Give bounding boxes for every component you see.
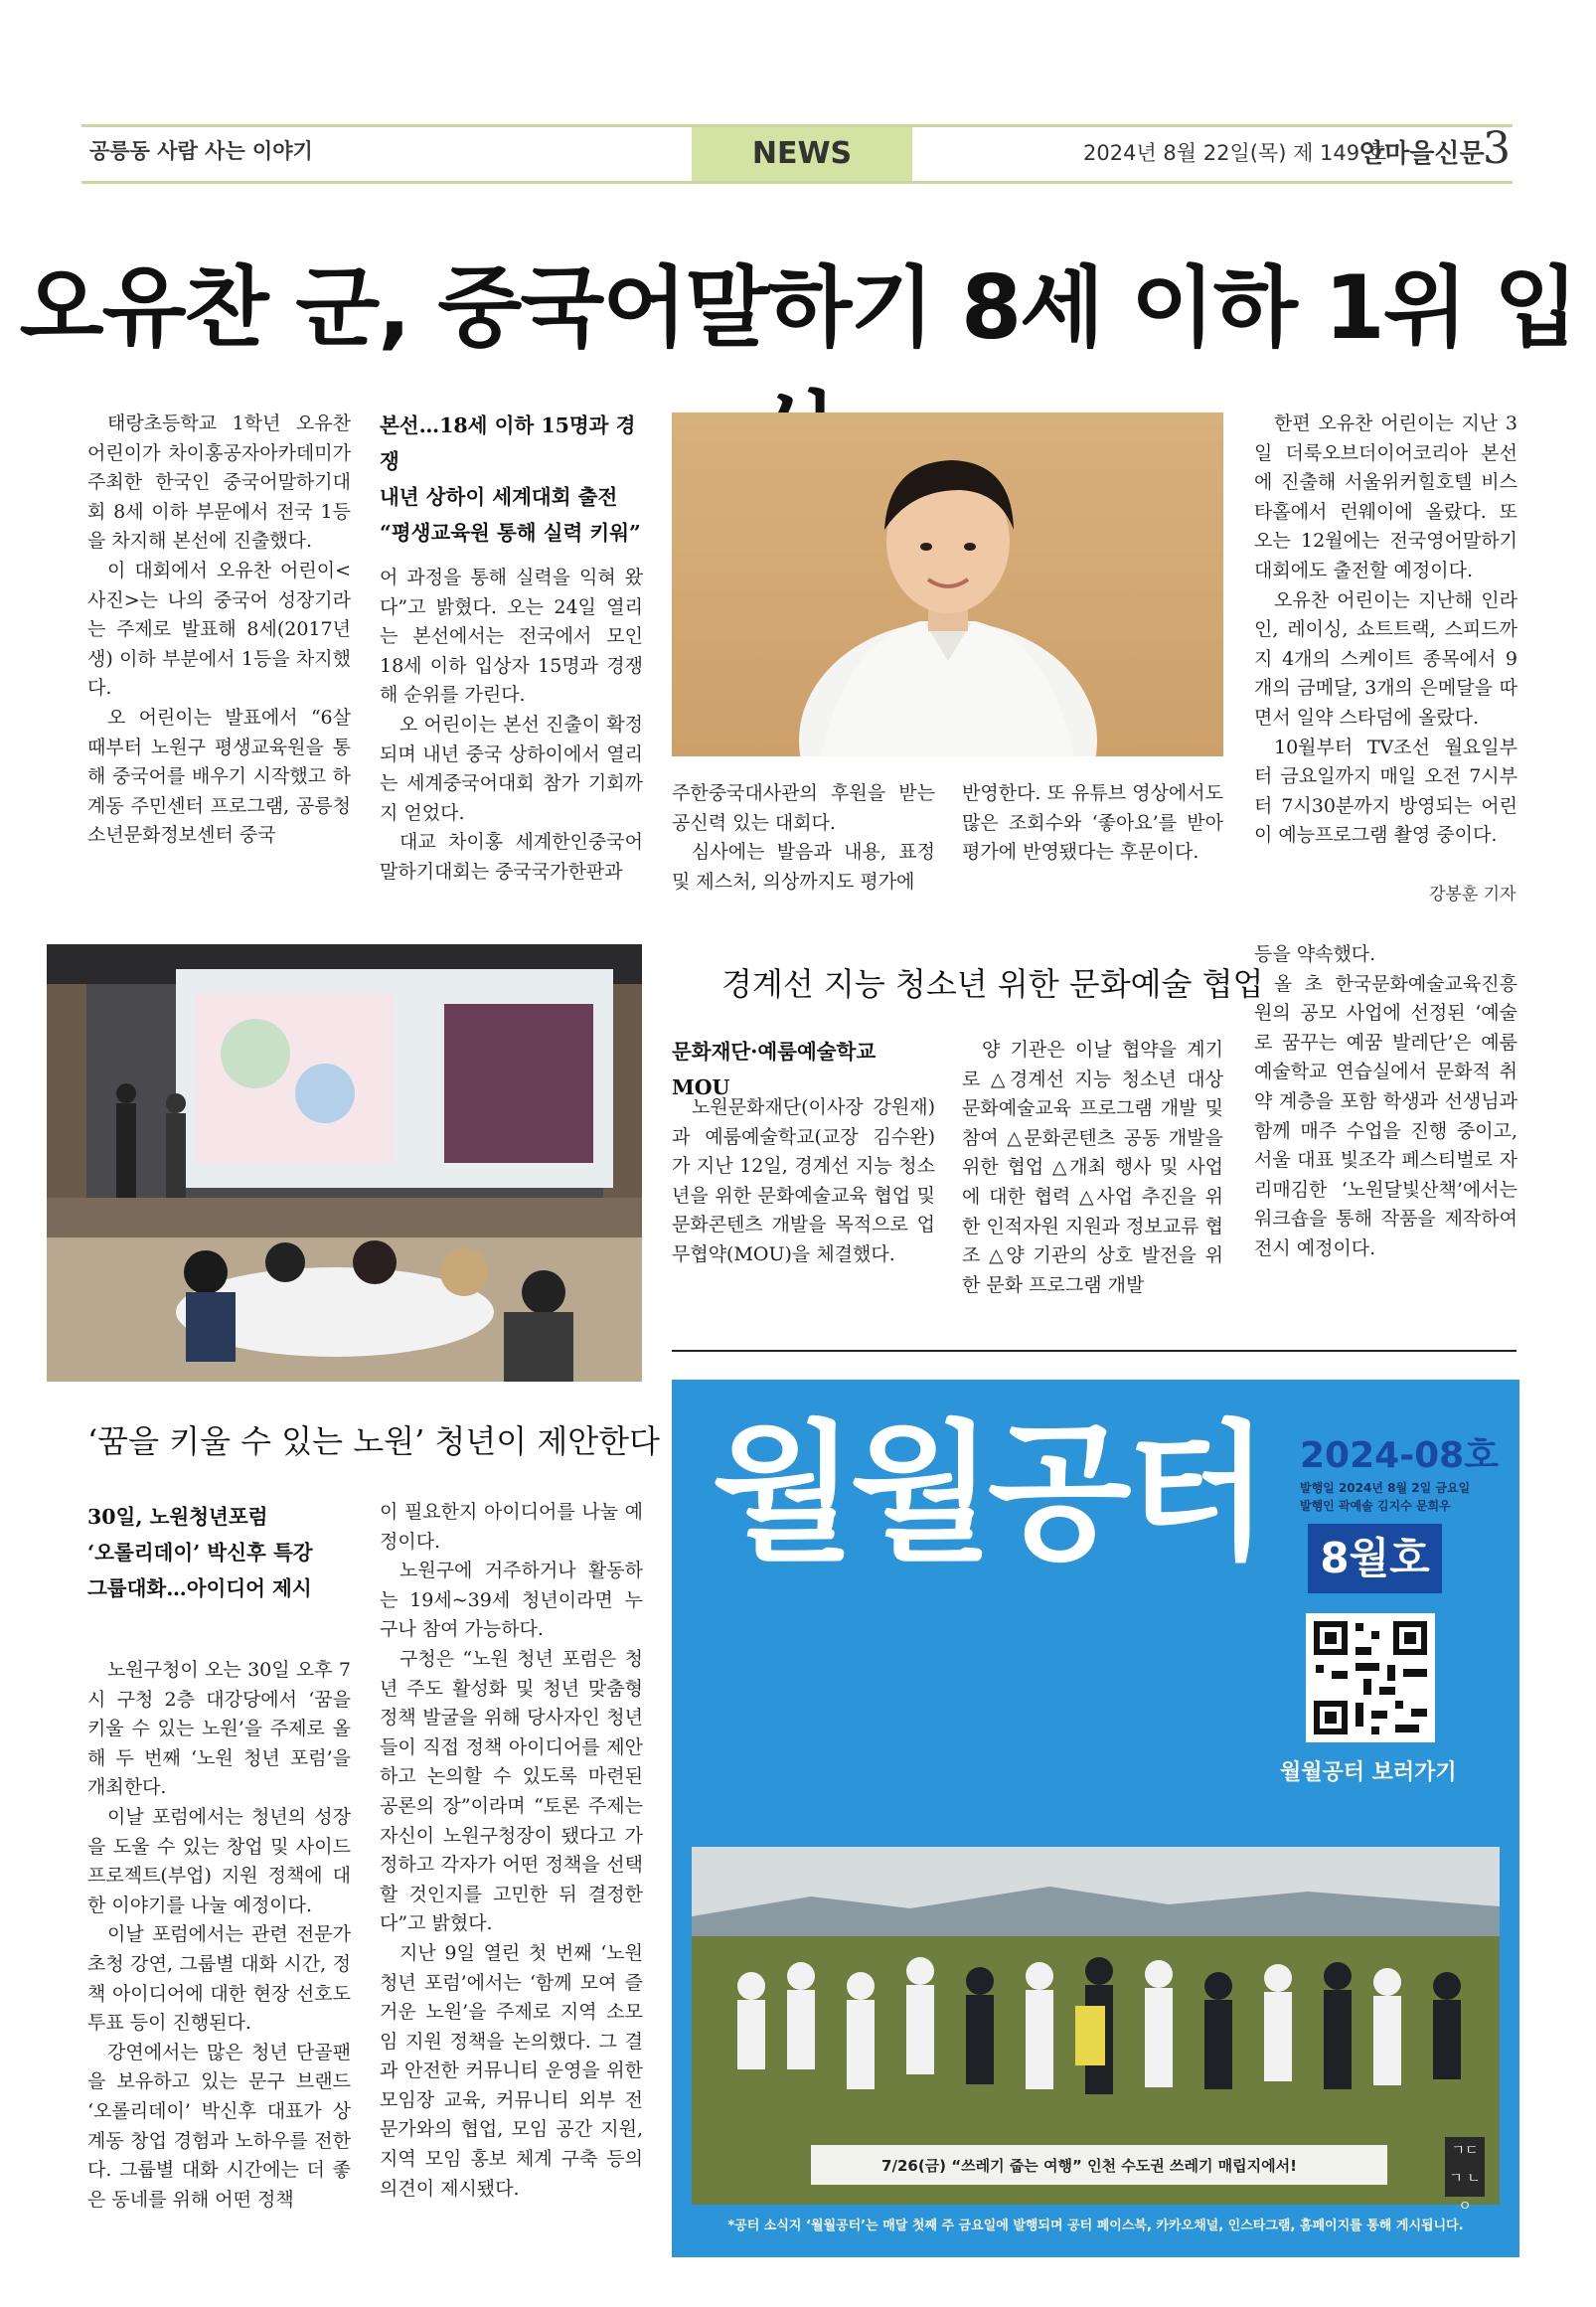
subhead-line: 30일, 노원청년포럼 bbox=[87, 1505, 268, 1529]
article1-col1 bbox=[87, 410, 351, 851]
portrait-photo bbox=[672, 412, 1223, 756]
article1-headline: 오유찬 군, 중국어말하기 8세 이하 1위 입 bbox=[19, 256, 1577, 359]
paragraph: 노원구청이 오는 30일 오후 7시 구청 2층 대강당에서 ‘꿈을 키울 수 있는 노원’을 주제로 올해 두 번째 ‘노원 청년 포럼’을 개최한다. bbox=[87, 1659, 351, 1799]
event-illustration bbox=[47, 944, 642, 1382]
event-photo bbox=[47, 944, 642, 1382]
paragraph: 어 과정을 통해 실력을 익혀 왔다”고 밝혔다. 오는 24일 열리는 본선에서는 전국에서 모인 18세 이하 입상자 15명과 경쟁해 순위를 가린다. bbox=[380, 567, 643, 707]
portrait-illustration bbox=[672, 412, 1223, 756]
group-photo bbox=[692, 1847, 1500, 2205]
paragraph: 심사에는 발음과 내용, 표정 및 제스처, 의상까지도 평가에 bbox=[672, 841, 935, 893]
magazine-meta2: 발행인 곽예솔 김지수 문희우 bbox=[1300, 1499, 1451, 1513]
magazine-logo: ㄱㄷㄱ ㄴㅇ bbox=[1445, 2137, 1485, 2197]
paragraph: 주한중국대사관의 후원을 받는 공신력 있는 대회다. bbox=[672, 782, 935, 834]
article3-col1 bbox=[87, 1656, 351, 2215]
article2-title: 경계선 지능 청소년 위한 문화예술 협업 bbox=[721, 965, 1264, 1003]
subhead-line: “평생교육원 통해 실력 키워” bbox=[380, 521, 641, 545]
paragraph: 구청은 “노원 청년 포럼은 청년 주도 활성화 및 청년 맞춤형 정책 발굴을 위해 당사자인 청년들이 직접 정책 아이디어를 제안하고 논의할 수 있도록 마련된 공론의 장”이라며 “토론 주제는 자신이 노원구청장이 됐다고 가정하고 각자가 어떤 정책을 선택할 것인지를 고민한 뒤 결정한다”고 밝혔다. bbox=[380, 1647, 643, 1935]
magazine-footnote: *공터 소식지 ‘월월공터’는 매달 첫째 주 금요일에 발행되며 공터 페이스북, 카카오채널, 인스타그램, 홈페이지를 통해 게시됩니다. bbox=[727, 2219, 1464, 2233]
magazine-cover-ad bbox=[672, 1380, 1519, 2257]
paragraph: 한편 오유찬 어린이는 지난 3일 더룩오브더이어코리아 본선에 진출해 서울위커힐호텔 비스타홀에서 런웨이에 올랐다. 또 오는 12월에는 전국영어말하기대회에도 출전할 예정이다. bbox=[1254, 412, 1517, 581]
group-photo-caption: 7/26(금) “쓰레기 줍는 여행” 인천 수도권 쓰레기 매립지에서! bbox=[881, 2157, 1297, 2175]
header-paper-name: 안마을신문 bbox=[1359, 139, 1485, 169]
magazine-title: 월월공터 bbox=[712, 1407, 1264, 1580]
subhead-line: 본선…18세 이하 15명과 경쟁 bbox=[380, 413, 636, 473]
article1-col3 bbox=[672, 779, 935, 897]
paragraph: 반영한다. 또 유튜브 영상에서도 많은 조회수와 ‘좋아요’를 받아 평가에 반영됐다는 후문이다. bbox=[962, 782, 1223, 864]
paragraph: 올 초 한국문화예술교육진흥원의 공모 사업에 선정된 ‘예술로 꿈꾸는 예꿈 발레단’은 예룸예술학교 연습실에서 문화적 취약 계층을 포함 학생과 선생님과 함께 매주 수업을 진행 중이고, 서울 대표 빛조각 페스티벌로 자리매김한 ‘노원달빛산책’에서는 워크숍을 통해 작품을 제작하여 전시 예정이다. bbox=[1254, 972, 1517, 1259]
magazine-qr-label: 월월공터 보러가기 bbox=[1280, 1760, 1457, 1785]
paragraph: 오 어린이는 본선 진출이 확정되며 내년 중국 상하이에서 열리는 세계중국어대회 참가 기회까지 얻었다. bbox=[380, 713, 643, 824]
article1-col2 bbox=[380, 564, 643, 888]
page-number: 3 bbox=[1483, 123, 1511, 174]
paragraph: 태랑초등학교 1학년 오유찬 어린이가 차이홍공자아카데미가 주최한 한국인 중국어말하기대회 8세 이하 부문에서 전국 1등을 차지해 본선에 진출했다. bbox=[87, 412, 351, 553]
paragraph: 노원문화재단(이사장 강원재)과 예룸예술학교(교장 김수완)가 지난 12일, 경계선 지능 청소년을 위한 문화예술교육 협업 및 문화콘텐츠 개발을 목적으로 업무협약(MOU)을 체결했다. bbox=[672, 1096, 935, 1265]
paragraph: 이 필요한지 아이디어를 나눌 예정이다. bbox=[380, 1501, 643, 1553]
header-section: 공릉동 사람 사는 이야기 bbox=[89, 139, 313, 163]
header-news-tag: NEWS bbox=[751, 136, 853, 171]
paragraph: 오 어린이는 발표에서 “6살 때부터 노원구 평생교육원을 통해 중국어를 배우기 시작했고 하계동 주민센터 프로그램, 공릉청소년문화정보센터 중국 bbox=[87, 706, 351, 847]
article2-bottom-rule bbox=[672, 1350, 1516, 1352]
article3-title: ‘꿈을 키울 수 있는 노원’ 청년이 제안한다 bbox=[87, 1422, 660, 1460]
magazine-month: 8월호 bbox=[1308, 1524, 1442, 1593]
paragraph: 오유찬 어린이는 지난해 인라인, 레이싱, 쇼트트랙, 스피드까지 4개의 스케이트 종목에서 9개의 금메달, 3개의 은메달을 따면서 일약 스타덤에 올랐다. bbox=[1254, 588, 1517, 729]
article2-col2 bbox=[962, 1036, 1223, 1300]
article1-subhead bbox=[380, 408, 648, 551]
article2-subhead: 문화재단·예룸예술학교 MOU bbox=[672, 1040, 877, 1099]
paragraph: 양 기관은 이날 협약을 계기로 △경계선 지능 청소년 대상 문화예술교육 프로그램 개발 및 참여 △문화콘텐츠 공동 개발을 위한 협업 △개최 행사 및 사업에 대한 협력 △사업 추진을 위한 인적자원 지원과 정보교류 협조 △양 기관의 상호 발전을 위한 문화 프로그램 개발 bbox=[962, 1039, 1223, 1296]
subhead-line: 내년 상하이 세계대회 출전 bbox=[380, 485, 618, 509]
article1-byline: 강봉훈 기자 bbox=[1429, 885, 1516, 905]
magazine-meta1: 발행일 2024년 8월 2일 금요일 bbox=[1300, 1481, 1471, 1495]
paragraph: 지난 9일 열린 첫 번째 ‘노원 청년 포럼’에서는 ‘함께 모여 즐거운 노원’을 주제로 지역 소모임 지원 정책을 논의했다. 그 결과 안전한 커뮤니티 운영을 위한 모임장 교육, 커뮤니티 외부 전문가와의 협업, 모임 공간 지원, 지역 모임 홍보 체계 구축 등의 의견이 제시됐다. bbox=[380, 1941, 643, 2200]
paragraph: 이날 포럼에서는 청년의 성장을 도울 수 있는 창업 및 사이드 프로젝트(부업) 지원 정책에 대한 이야기를 나눌 예정이다. bbox=[87, 1805, 351, 1916]
article2-col1 bbox=[672, 1093, 935, 1270]
paragraph: 이날 포럼에서는 관련 전문가 초청 강연, 그룹별 대화 시간, 정책 아이디어에 대한 현장 선호도 투표 등이 진행된다. bbox=[87, 1923, 351, 2035]
magazine-issue: 2024-08호 bbox=[1300, 1435, 1500, 1476]
article3-col2 bbox=[380, 1498, 643, 2204]
article3-subhead bbox=[87, 1499, 366, 1606]
qr-code-icon[interactable] bbox=[1306, 1613, 1435, 1742]
header-bottom-rule bbox=[81, 181, 1513, 184]
paragraph: 이 대회에서 오유찬 어린이<사진>는 나의 중국어 성장기라는 주제로 발표해 8세(2017년생) 이하 부분에서 1등을 차지했다. bbox=[87, 559, 351, 700]
article2-col3 bbox=[1254, 940, 1517, 1264]
paragraph: 노원구에 거주하거나 활동하는 19세~39세 청년이라면 누구나 참여 가능하다. bbox=[380, 1560, 643, 1641]
subhead-line: 그룹대화…아이디어 제시 bbox=[87, 1576, 312, 1600]
article1-col5 bbox=[1254, 410, 1517, 851]
subhead-line: ‘오롤리데이’ 박신후 특강 bbox=[87, 1541, 313, 1565]
paragraph: 대교 차이홍 세계한인중국어말하기대회는 중국국가한판과 bbox=[380, 831, 643, 883]
article1-col4 bbox=[962, 779, 1223, 868]
header-date-issue: 2024년 8월 22일(목) 제 149 호 bbox=[1083, 141, 1387, 165]
paragraph: 등을 약속했다. bbox=[1254, 943, 1376, 965]
paragraph: 강연에서는 많은 청년 단골팬을 보유하고 있는 문구 브랜드 ‘오롤리데이’ 박신후 대표가 상계동 창업 경험과 노하우를 전한다. 그룹별 대화 시간에는 더 좋은 동네를 위해 어떤 정책 bbox=[87, 2041, 351, 2211]
paragraph: 10월부터 TV조선 월요일부터 금요일까지 매일 오전 7시부터 7시30분까지 방영되는 어린이 예능프로그램 촬영 중이다. bbox=[1254, 736, 1517, 847]
